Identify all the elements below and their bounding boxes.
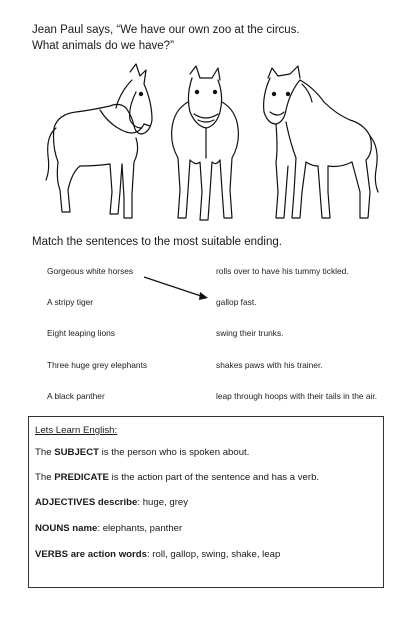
intro-line-1: Jean Paul says, “We have our own zoo at the circus. xyxy=(32,24,300,36)
ending-item: swing their trunks. xyxy=(216,328,284,338)
ending-item: gallop fast. xyxy=(216,297,257,307)
beginning-item: A black panther xyxy=(47,391,105,401)
beginning-item: Three huge grey elephants xyxy=(47,360,148,370)
beginning-item: Eight leaping lions xyxy=(47,328,115,338)
horse-middle-drawing xyxy=(172,66,239,220)
nouns-term: NOUNS name xyxy=(35,523,98,534)
beginning-item: A stripy tiger xyxy=(47,297,94,307)
subject-definition: The SUBJECT is the person who is spoken about. xyxy=(35,447,250,458)
beginning-item: Gorgeous white horses xyxy=(47,266,134,276)
ending-item: rolls over to have his tummy tickled. xyxy=(216,266,349,276)
verbs-term: VERBS are action words xyxy=(35,549,147,560)
subject-term: SUBJECT xyxy=(54,447,99,458)
matching-instruction: Match the sentences to the most suitable ending. xyxy=(32,236,282,248)
horse-right-drawing xyxy=(264,66,378,218)
intro-text xyxy=(32,22,300,54)
adjectives-term: ADJECTIVES describe xyxy=(35,497,138,508)
adjectives-definition: ADJECTIVES describe: huge, grey xyxy=(35,497,189,508)
horse-left-drawing xyxy=(46,64,152,218)
horses-illustration xyxy=(40,62,380,234)
nouns-definition: NOUNS name: elephants, panther xyxy=(35,523,183,534)
ending-item: leap through hoops with their tails in the air. xyxy=(216,391,378,401)
predicate-term: PREDICATE xyxy=(54,472,109,483)
grammar-heading: Lets Learn English: xyxy=(35,425,118,436)
verbs-definition: VERBS are action words: roll, gallop, swing, shake, leap xyxy=(35,549,281,560)
ending-item: shakes paws with his trainer. xyxy=(216,360,323,370)
grammar-box xyxy=(28,416,384,588)
predicate-definition: The PREDICATE is the action part of the sentence and has a verb. xyxy=(35,472,320,483)
intro-line-2: What animals do we have?” xyxy=(32,40,174,52)
